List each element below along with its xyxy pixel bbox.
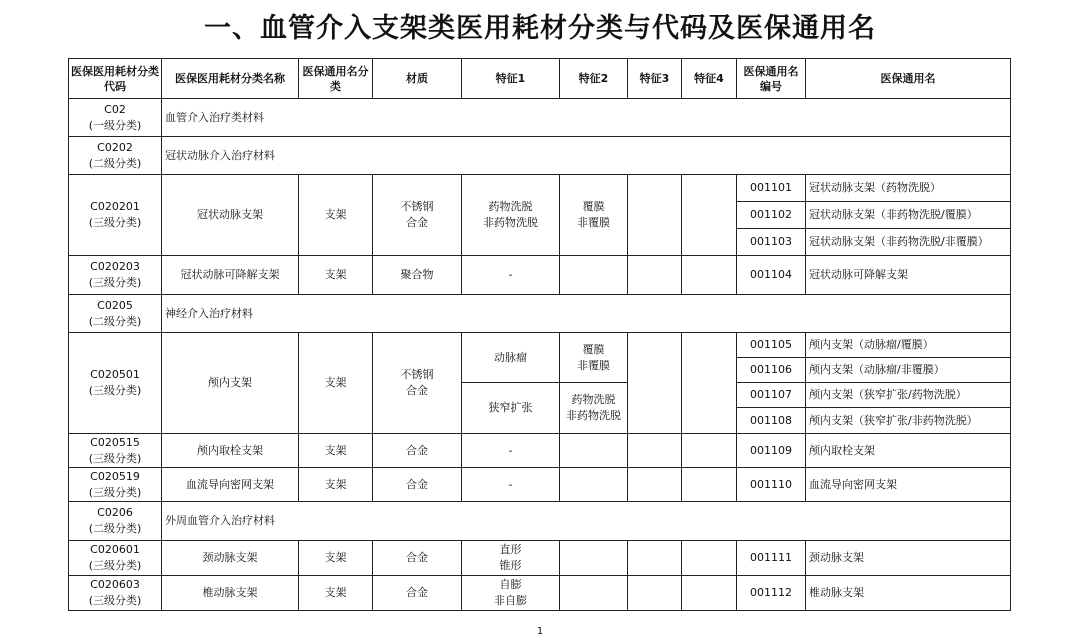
header-cell: 特征2 <box>560 59 628 99</box>
generic-name-cell: 冠状动脉支架（药物洗脱） <box>806 175 1011 202</box>
table-row <box>69 99 1011 137</box>
number-cell: 001103 <box>737 229 806 256</box>
feature4-cell <box>682 333 737 434</box>
feature1-cell: 自膨 非自膨 <box>462 576 560 611</box>
number-cell: 001106 <box>737 358 806 383</box>
material-cell: 合金 <box>373 434 462 468</box>
feature3-cell <box>628 541 682 576</box>
name-cell: 颈动脉支架 <box>162 541 299 576</box>
code-cell: C02 (一级分类) <box>69 99 162 137</box>
category-name-cell: 血管介入治疗类材料 <box>162 99 1011 137</box>
table-row <box>69 468 1011 502</box>
feature1-cell: 动脉瘤 <box>462 333 560 383</box>
feature1-cell: - <box>462 434 560 468</box>
feature3-cell <box>628 468 682 502</box>
name-cell: 血流导向密网支架 <box>162 468 299 502</box>
feature3-cell <box>628 256 682 295</box>
material-cell: 不锈钢 合金 <box>373 175 462 256</box>
generic-name-cell: 冠状动脉支架（非药物洗脱/非覆膜） <box>806 229 1011 256</box>
header-cell: 医保通用名编号 <box>737 59 806 99</box>
cat-cell: 支架 <box>299 175 373 256</box>
code-cell: C020601 (三级分类) <box>69 541 162 576</box>
generic-name-cell: 冠状动脉可降解支架 <box>806 256 1011 295</box>
feature2-cell: 覆膜 非覆膜 <box>560 333 628 383</box>
table-row <box>69 333 1011 358</box>
table-row <box>69 502 1011 541</box>
table-row <box>69 256 1011 295</box>
name-cell: 冠状动脉支架 <box>162 175 299 256</box>
feature4-cell <box>682 468 737 502</box>
number-cell: 001104 <box>737 256 806 295</box>
material-cell: 合金 <box>373 576 462 611</box>
number-cell: 001102 <box>737 202 806 229</box>
generic-name-cell: 椎动脉支架 <box>806 576 1011 611</box>
code-cell: C0206 (二级分类) <box>69 502 162 541</box>
cat-cell: 支架 <box>299 541 373 576</box>
header-cell: 医保通用名分类 <box>299 59 373 99</box>
table-row <box>69 137 1011 175</box>
feature3-cell <box>628 175 682 256</box>
feature2-cell <box>560 468 628 502</box>
feature1-cell: - <box>462 468 560 502</box>
header-cell: 特征4 <box>682 59 737 99</box>
category-name-cell: 神经介入治疗材料 <box>162 295 1011 333</box>
header-cell: 特征1 <box>462 59 560 99</box>
cat-cell: 支架 <box>299 468 373 502</box>
number-cell: 001111 <box>737 541 806 576</box>
feature4-cell <box>682 541 737 576</box>
feature4-cell <box>682 576 737 611</box>
table-row <box>69 175 1011 202</box>
code-cell: C0205 (二级分类) <box>69 295 162 333</box>
generic-name-cell: 冠状动脉支架（非药物洗脱/覆膜） <box>806 202 1011 229</box>
feature1-cell: 狭窄扩张 <box>462 383 560 434</box>
page-title: 一、血管介入支架类医用耗材分类与代码及医保通用名 <box>204 13 876 44</box>
category-name-cell: 外周血管介入治疗材料 <box>162 502 1011 541</box>
number-cell: 001105 <box>737 333 806 358</box>
feature1-cell: 药物洗脱 非药物洗脱 <box>462 175 560 256</box>
header-row <box>69 59 1011 99</box>
name-cell: 冠状动脉可降解支架 <box>162 256 299 295</box>
table-row <box>69 434 1011 468</box>
table-row <box>69 541 1011 576</box>
page-number: 1 <box>536 626 544 637</box>
cat-cell: 支架 <box>299 256 373 295</box>
header-cell: 医保医用耗材分类名称 <box>162 59 299 99</box>
feature2-cell <box>560 256 628 295</box>
generic-name-cell: 颅内支架（动脉瘤/非覆膜） <box>806 358 1011 383</box>
code-cell: C020603 (三级分类) <box>69 576 162 611</box>
generic-name-cell: 颅内支架（动脉瘤/覆膜） <box>806 333 1011 358</box>
number-cell: 001108 <box>737 408 806 434</box>
number-cell: 001101 <box>737 175 806 202</box>
material-cell: 不锈钢 合金 <box>373 333 462 434</box>
generic-name-cell: 颅内支架（狭窄扩张/药物洗脱） <box>806 383 1011 408</box>
name-cell: 椎动脉支架 <box>162 576 299 611</box>
number-cell: 001112 <box>737 576 806 611</box>
table-row <box>69 295 1011 333</box>
feature2-cell <box>560 541 628 576</box>
material-cell: 聚合物 <box>373 256 462 295</box>
code-cell: C020501 (三级分类) <box>69 333 162 434</box>
cat-cell: 支架 <box>299 576 373 611</box>
feature3-cell <box>628 333 682 434</box>
generic-name-cell: 颅内取栓支架 <box>806 434 1011 468</box>
number-cell: 001107 <box>737 383 806 408</box>
code-cell: C020201 (三级分类) <box>69 175 162 256</box>
cat-cell: 支架 <box>299 333 373 434</box>
feature4-cell <box>682 434 737 468</box>
header-cell: 材质 <box>373 59 462 99</box>
generic-name-cell: 血流导向密网支架 <box>806 468 1011 502</box>
feature4-cell <box>682 175 737 256</box>
number-cell: 001110 <box>737 468 806 502</box>
classification-table <box>68 58 1011 611</box>
feature2-cell <box>560 576 628 611</box>
header-cell: 特征3 <box>628 59 682 99</box>
generic-name-cell: 颅内支架（狭窄扩张/非药物洗脱） <box>806 408 1011 434</box>
feature3-cell <box>628 576 682 611</box>
name-cell: 颅内取栓支架 <box>162 434 299 468</box>
feature1-cell: 直形 锥形 <box>462 541 560 576</box>
name-cell: 颅内支架 <box>162 333 299 434</box>
table-row <box>69 576 1011 611</box>
header-cell: 医保通用名 <box>806 59 1011 99</box>
category-name-cell: 冠状动脉介入治疗材料 <box>162 137 1011 175</box>
feature2-cell: 药物洗脱 非药物洗脱 <box>560 383 628 434</box>
code-cell: C0202 (二级分类) <box>69 137 162 175</box>
material-cell: 合金 <box>373 541 462 576</box>
feature1-cell: - <box>462 256 560 295</box>
number-cell: 001109 <box>737 434 806 468</box>
code-cell: C020203 (三级分类) <box>69 256 162 295</box>
feature3-cell <box>628 434 682 468</box>
cat-cell: 支架 <box>299 434 373 468</box>
code-cell: C020519 (三级分类) <box>69 468 162 502</box>
feature2-cell <box>560 434 628 468</box>
header-cell: 医保医用耗材分类代码 <box>69 59 162 99</box>
feature4-cell <box>682 256 737 295</box>
generic-name-cell: 颈动脉支架 <box>806 541 1011 576</box>
material-cell: 合金 <box>373 468 462 502</box>
code-cell: C020515 (三级分类) <box>69 434 162 468</box>
feature2-cell: 覆膜 非覆膜 <box>560 175 628 256</box>
